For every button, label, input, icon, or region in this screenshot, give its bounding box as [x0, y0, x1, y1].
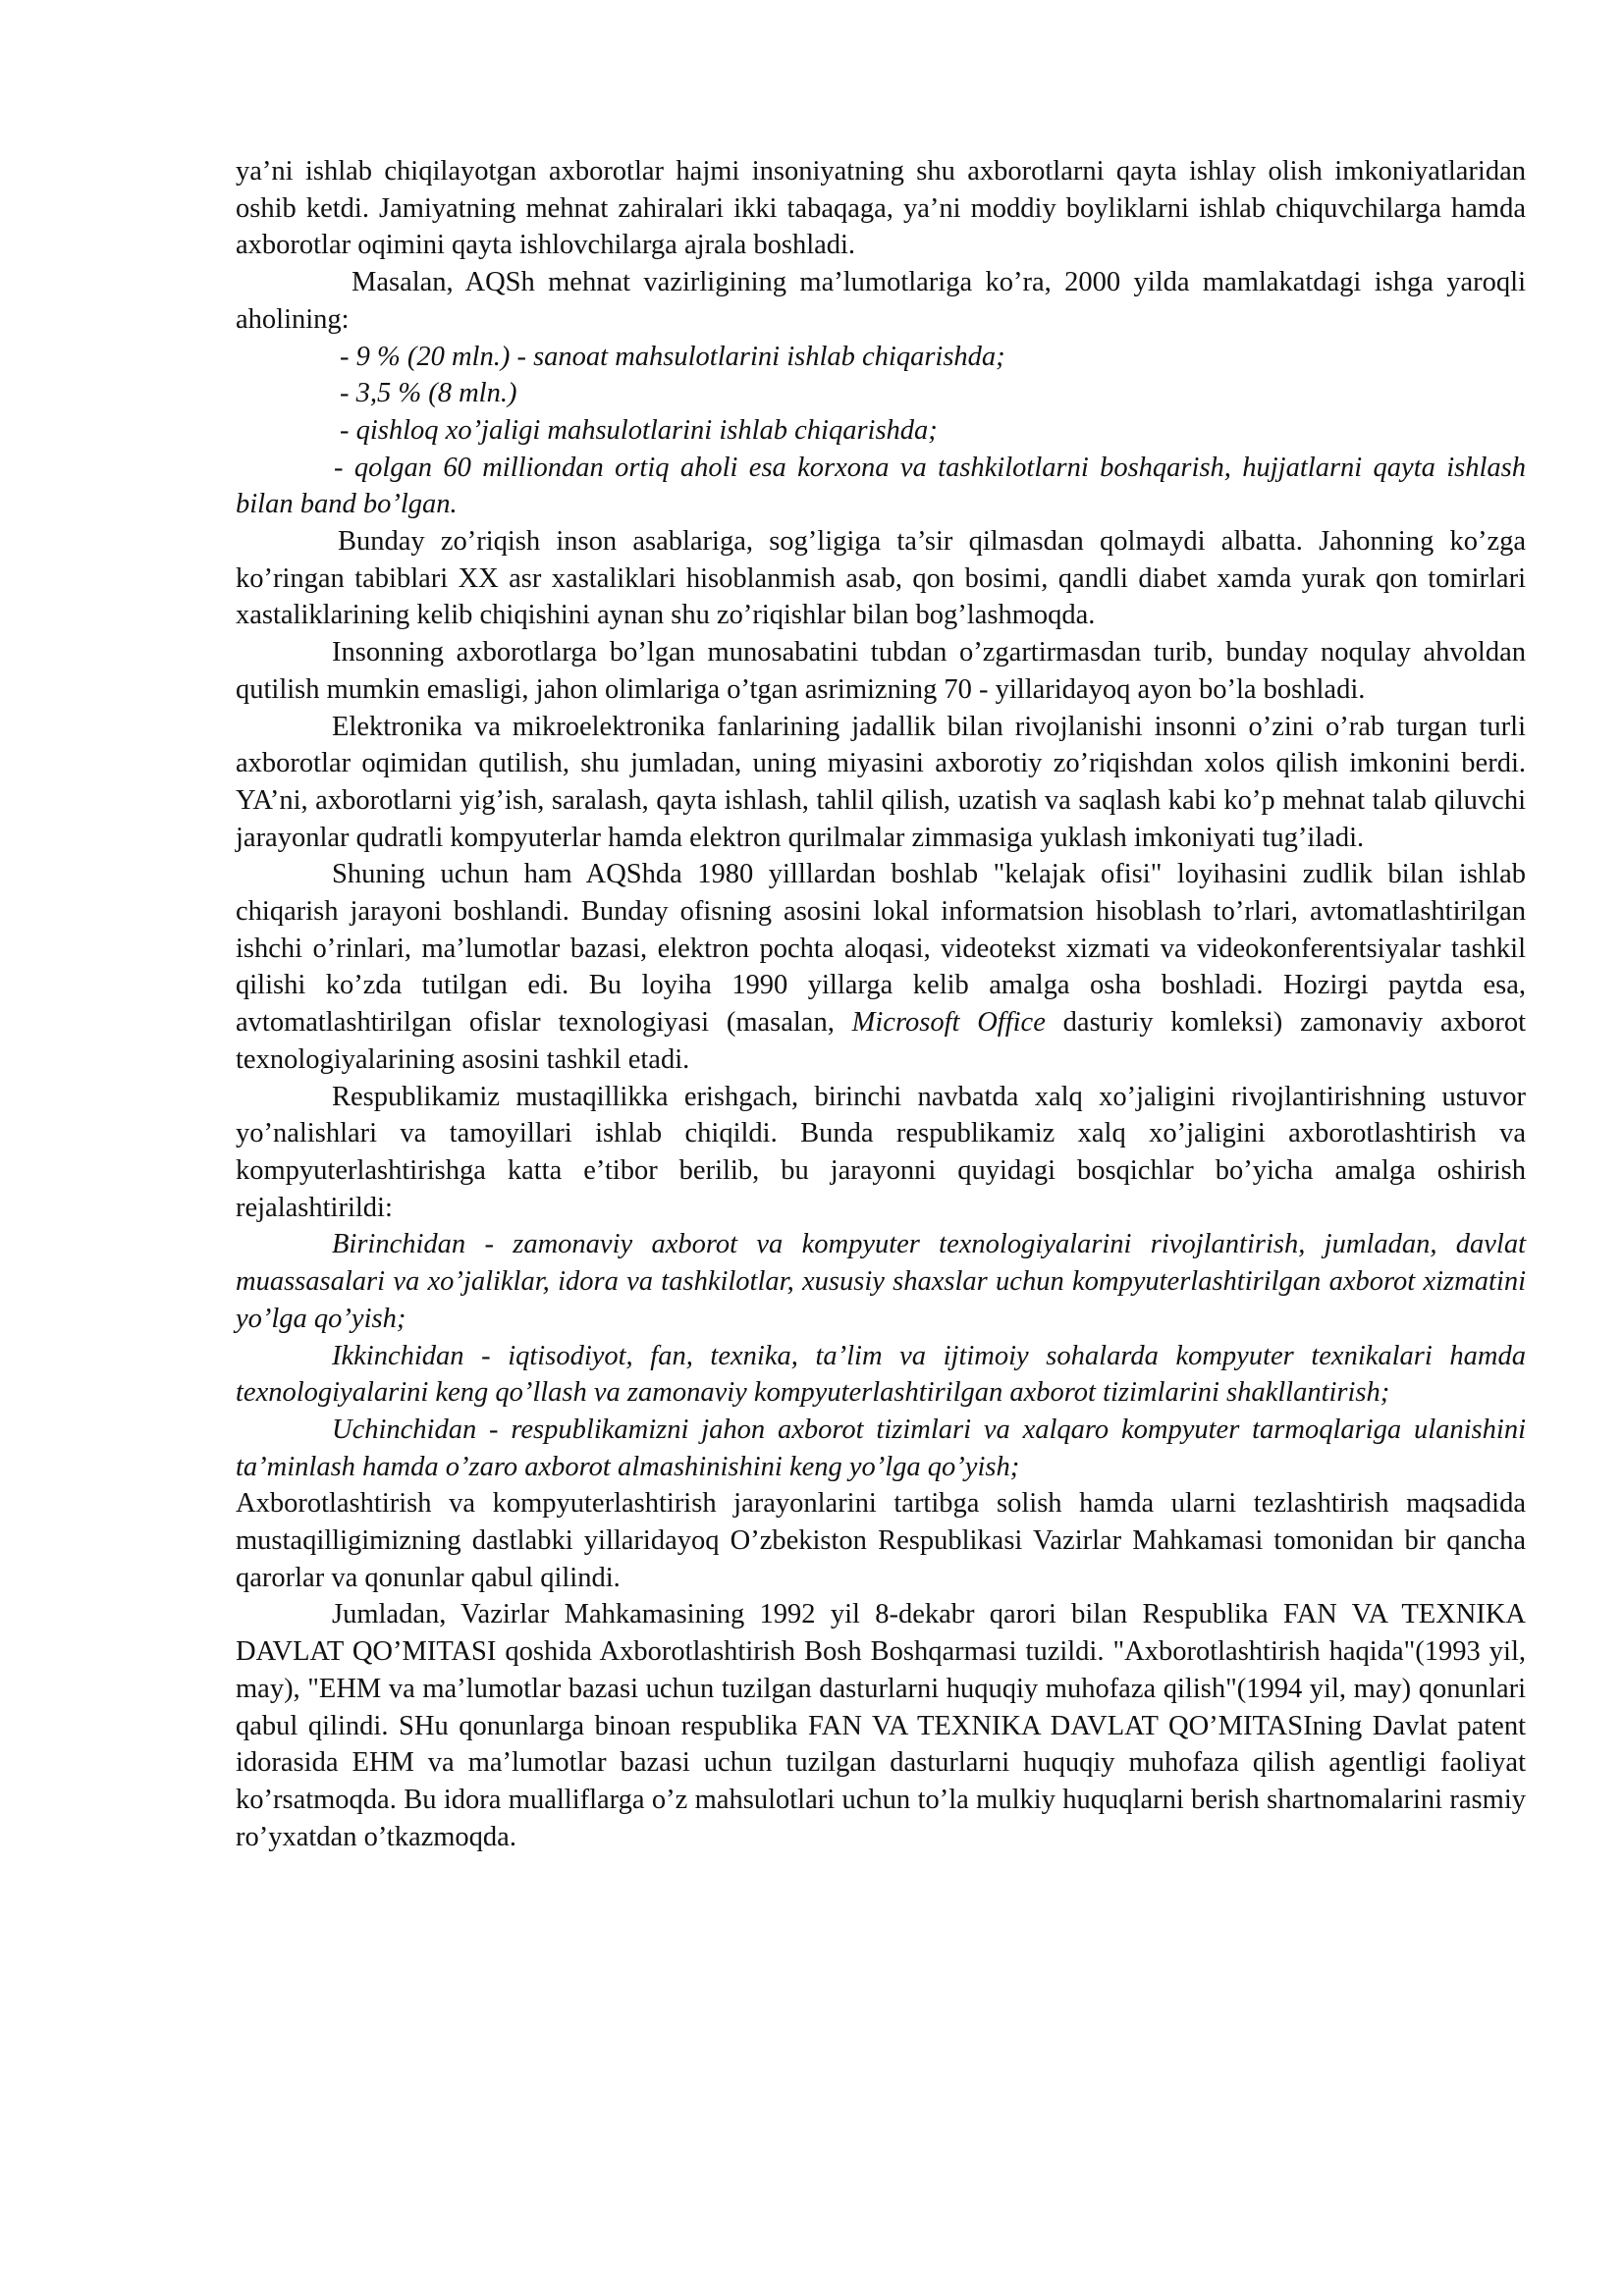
paragraph-attitude: Insonning axborotlarga bo’lgan munosabatini tubdan o’zgartirmasdan turib, bunday noqulay ahvoldan qutilish mumkin emasligi, jahon olimlariga o’tgan asrimizning 70 - yillaridayoq ayon bo’la boshladi.: [236, 637, 1526, 705]
paragraph-labor-stats: Masalan, AQSh mehnat vazirligining ma’lumotlariga ko’ra, 2000 yilda mamlakatdagi ishga yaroqli aholining:: [236, 267, 1526, 335]
list-item-management: - qolgan 60 milliondan ortiq aholi esa korxona va tashkilotlarni boshqarish, hujjatlarni qayta ishlash bilan band bo’lgan.: [236, 452, 1526, 520]
paragraph-republic: Respublikamiz mustaqillikka erishgach, birinchi navbatda xalq xo’jaligini rivojlantirishning ustuvor yo’nalishlari va tamoyillari ishlab chiqildi. Bunda respublikamiz xalq xo’jaligini axborotlashtirish va kompyuterlashtirishga katta e’tibor berilib, bu jarayonni quyidagi bosqichlar bo’yicha amalga oshirish rejalashtirildi:: [236, 1081, 1526, 1223]
paragraph-second-stage: Ikkinchidan - iqtisodiyot, fan, texnika, ta’lim va ijtimoiy sohalarda kompyuter texnikalari hamda texnologiyalarini keng qo’llash va zamonaviy kompyuterlashtirilgan axborot tizimlarini shakllantirish;: [236, 1340, 1526, 1409]
paragraph-regulation: Axborotlashtirish va kompyuterlashtirish jarayonlarini tartibga solish hamda ularni tezlashtirish maqsadida mustaqilligimizning dastlabki yillaridayoq O’zbekiston Respublikasi Vazirlar Mahkamasi tomonidan bir qancha qarorlar va qonunlar qabul qilindi.: [236, 1488, 1526, 1593]
paragraph-electronics: Elektronika va mikroelektronika fanlarining jadallik bilan rivojlanishi insonni o’zini o’rab turgan turli axborotlar oqimidan qutilish, shu jumladan, uning miyasini axborotiy zo’riqishdan xolos qilish imkonini berdi. YA’ni, axborotlarni yig’ish, saralash, qayta ishlash, tahlil qilish, uzatish va saqlash kabi ko’p mehnat talab qiluvchi jarayonlar qudratli kompyuterlar hamda elektron qurilmalar zimmasiga yuklash imkoniyati tug’iladi.: [236, 711, 1526, 853]
paragraph-committee: Jumladan, Vazirlar Mahkamasining 1992 yil 8-dekabr qarori bilan Respublika FAN VA TEXNIKA DAVLAT QO’MITASI qoshida Axborotlashtirish Bosh Boshqarmasi tuzildi. "Axborotlashtirish haqida"(1993 yil, may), "EHM va ma’lumotlar bazasi uchun tuzilgan dasturlarni huquqiy muhofaza qilish"(1994 yil, may) qonunlari qabul qilindi. SHu qonunlarga binoan respublika FAN VA TEXNIKA DAVLAT QO’MITASIning Davlat patent idorasida EHM va ma’lumotlar bazasi uchun tuzilgan dasturlarni huquqiy muhofaza qilish agentligi faoliyat ko’rsatmoqda. Bu idora mualliflarga o’z mahsulotlari uchun to’la mulkiy huquqlarni berish shartnomalarini rasmiy ro’yxatdan o’tkazmoqda.: [236, 1599, 1526, 1852]
document-page: [236, 153, 1526, 1855]
office-text-a: Shuning uchun ham AQShda 1980 yilllardan boshlab "kelajak ofisi" loyihasini zudlik bilan ishlab chiqarish jarayoni boshlandi. Bunday ofisning asosini lokal informatsion hisoblash to’rlari, avtomatlashtirilgan ishchi o’rinlari, ma’lumotlar bazasi, elektron pochta aloqasi, videotekst xizmati va videokonferentsiyalar tashkil qilishi ko’zda tutilgan edi. Bu loyiha 1990 yillarga kelib amalga osha boshladi. Hozirgi paytda esa, avtomatlashtirilgan ofislar texnologiyasi (masalan,: [236, 859, 1526, 1039]
paragraph-third-stage: Uchinchidan - respublikamizni jahon axborot tizimlari va xalqaro kompyuter tarmoqlariga ulanishini ta’minlash hamda o’zaro axborot almashinishini keng yo’lga qo’yish;: [236, 1414, 1526, 1482]
paragraph-first-stage: Birinchidan - zamonaviy axborot va kompyuter texnologiyalarini rivojlantirish, jumladan, davlat muassasalari va xo’jaliklar, idora va tashkilotlar, xususiy shaxslar uchun kompyuterlashtirilgan axborot xizmatini yo’lga qo’yish;: [236, 1229, 1526, 1334]
list-item-agriculture-share: - 3,5 % (8 mln.): [340, 378, 517, 409]
paragraph-stress: Bunday zo’riqish inson asablariga, sog’ligiga ta’sir qilmasdan qolmaydi albatta. Jahonning ko’zga ko’ringan tabiblari XX asr xastaliklari hisoblanmish asab, qon bosimi, qandli diabet xamda yurak qon tomirlari xastaliklarining kelib chiqishini aynan shu zo’riqishlar bilan bog’lashmoqda.: [236, 526, 1526, 631]
paragraph-intro: ya’ni ishlab chiqilayotgan axborotlar hajmi insoniyatning shu axborotlarni qayta ishlay olish imkoniyatlaridan oshib ketdi. Jamiyatning mehnat zahiralari ikki tabaqaga, ya’ni moddiy boyliklarni ishlab chiquvchilarga hamda axborotlar oqimini qayta ishlovchilarga ajrala boshladi.: [236, 156, 1526, 261]
microsoft-office-term: Microsoft Office: [851, 1007, 1046, 1039]
paragraph-office-of-future: [236, 856, 1526, 1078]
list-item-industry: - 9 % (20 mln.) - sanoat mahsulotlarini ishlab chiqarishda;: [340, 341, 1005, 372]
list-item-agriculture: - qishloq xo’jaligi mahsulotlarini ishlab chiqarishda;: [340, 414, 938, 446]
office-text-b: dasturiy komleksi) zamonaviy axborot texnologiyalarining asosini tashkil etadi.: [236, 1007, 1527, 1075]
